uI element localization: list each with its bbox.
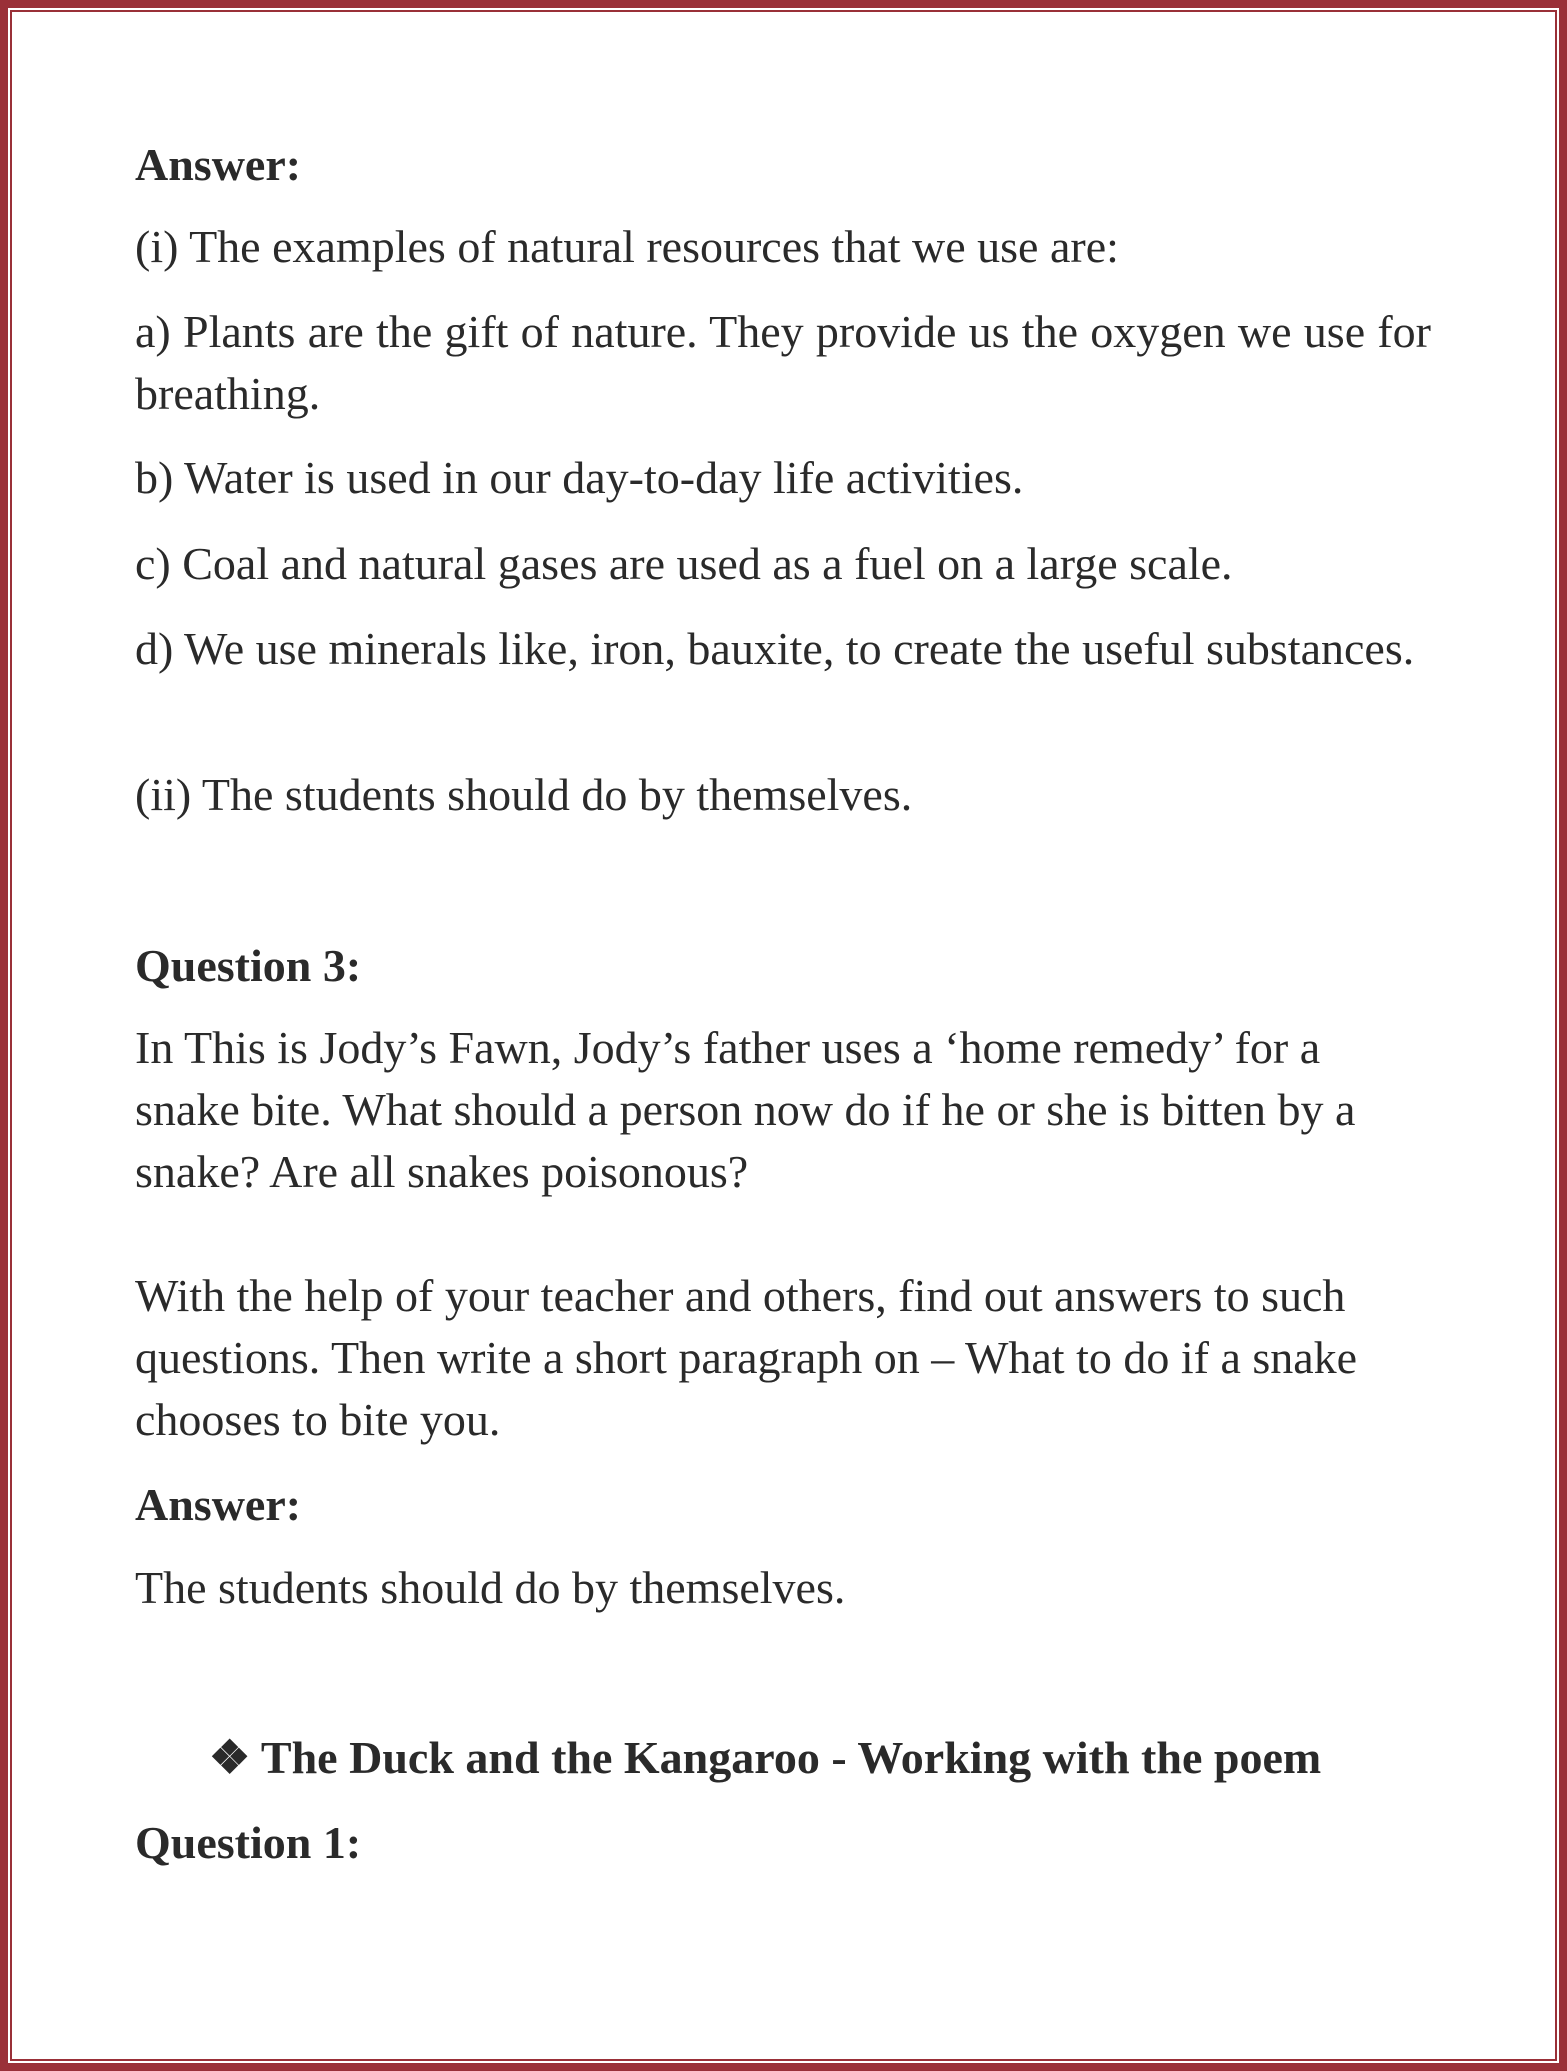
question3-answer: The students should do by themselves. [135, 1562, 846, 1613]
answer-intro: (i) The examples of natural resources that we use are: [135, 221, 1119, 272]
answer-item-b: b) Water is used in our day-to-day life activities. [135, 452, 1024, 503]
answer-label: Answer: [135, 139, 302, 190]
question3-task: With the help of your teacher and others, find out answers to such questions. Then write a short paragraph on – What to do if a snake chooses to bite you. [135, 1270, 1358, 1445]
answer-item-c: c) Coal and natural gases are used as a fuel on a large scale. [135, 538, 1233, 589]
question3-label: Question 3: [135, 940, 362, 991]
question1-label: Question 1: [135, 1817, 362, 1868]
section-title: The Duck and the Kangaroo - Working with the poem [260, 1732, 1322, 1783]
question3-answer-label: Answer: [135, 1479, 302, 1530]
answer-item-d: d) We use minerals like, iron, bauxite, to create the useful substances. [135, 623, 1415, 674]
diamond-bullet-icon: ❖ [209, 1732, 251, 1783]
answer-part2: (ii) The students should do by themselves. [135, 769, 913, 820]
question3-text: In This is Jody’s Fawn, Jody’s father uses a ‘home remedy’ for a snake bite. What should a person now do if he or she is bitten by a snake? Are all snakes poisonous? [135, 1022, 1356, 1197]
section-heading [209, 1727, 1449, 1789]
answer-item-a: a) Plants are the gift of nature. They provide us the oxygen we use for breathing. [135, 306, 1431, 419]
